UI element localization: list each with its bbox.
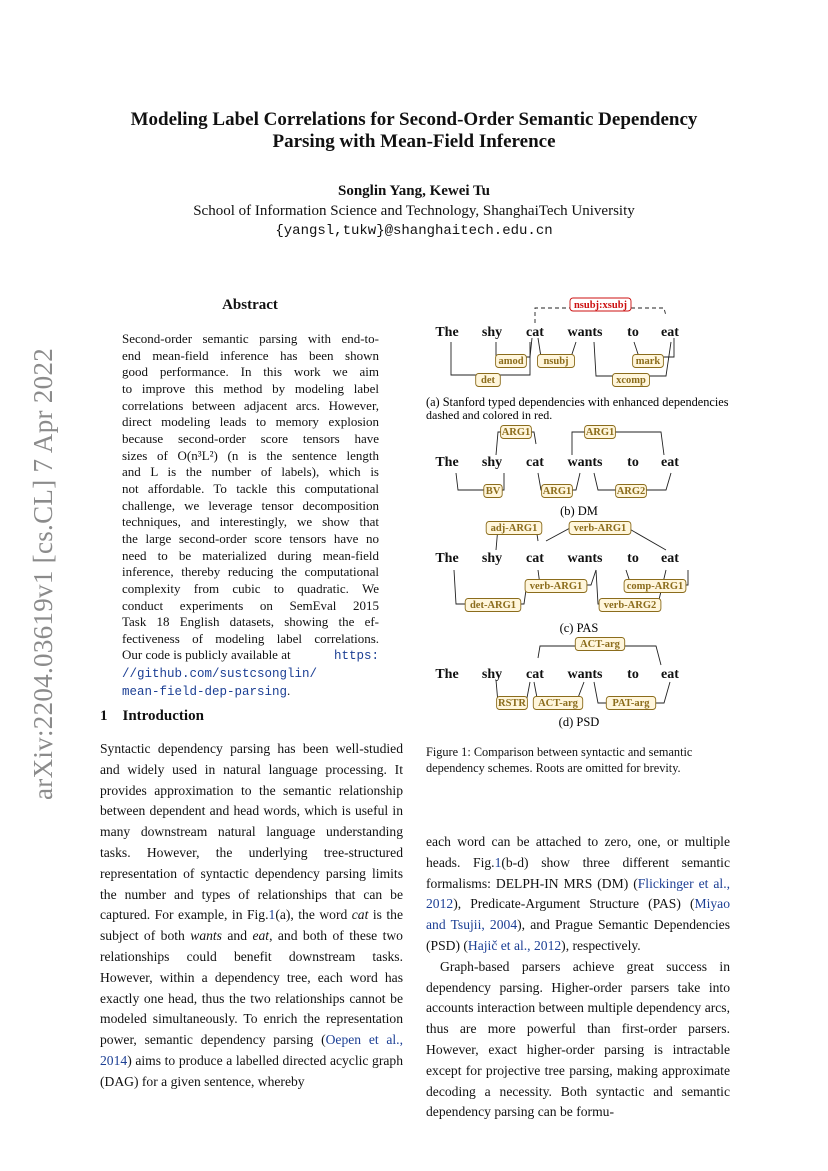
abstract-body [122, 331, 379, 700]
section-title: Introduction [122, 708, 204, 724]
abstract-line: inference, thereby reducing the computational [122, 564, 379, 580]
word-the: The [435, 667, 459, 682]
words-panel-c [435, 551, 679, 566]
word-cat: cat [526, 325, 544, 340]
code-link-part-3[interactable]: mean-field-dep-parsing [122, 684, 288, 699]
abstract-line: end mean-field inference has been shown [122, 347, 379, 363]
citation-hajic[interactable]: Hajič et al., 2012 [467, 937, 562, 953]
arxiv-identifier: arXiv:2204.03619v1 [cs.CL] 7 Apr 2022 [28, 347, 58, 800]
abstract-line: techniques, and interestingly, we show that [122, 514, 379, 530]
words-panel-d [435, 667, 679, 682]
word-wants: wants [567, 667, 603, 682]
word-shy: shy [481, 551, 503, 566]
label-nsubj-xsubj: nsubj:xsubj [573, 300, 628, 311]
word-to: to [627, 455, 639, 470]
abstract-line: sizes of O(n³L²) (n is the sentence length [122, 447, 379, 463]
label-verb-arg2: verb-ARG2 [603, 600, 657, 611]
emails: {yangsl,tukw}@shanghaitech.edu.cn [275, 223, 553, 239]
abstract-lines [122, 331, 379, 664]
citation-flickinger[interactable]: Flickinger et al., 2012 [426, 875, 730, 912]
label-act-arg: ACT-arg [580, 639, 620, 650]
word-cat: cat [526, 551, 544, 566]
word-cat: cat [526, 667, 544, 682]
label-verb-arg1: verb-ARG1 [529, 581, 583, 592]
abstract-line: not affordable. To tackle this computational [122, 480, 379, 496]
intro-heading [100, 708, 204, 725]
abstract-line: and L is the number of labels), which is [122, 464, 379, 480]
labels-panel-a [476, 355, 664, 387]
word-shy: shy [481, 455, 503, 470]
word-to: to [627, 667, 639, 682]
word-the: The [435, 551, 459, 566]
caption-a-line-2: dashed and colored in red. [426, 408, 553, 422]
word-to: to [627, 325, 639, 340]
word-eat: eat [661, 667, 679, 682]
label-verb-arg1: verb-ARG1 [573, 523, 627, 534]
paper-title-line-2: Parsing with Mean-Field Inference [272, 131, 556, 152]
abstract-line: Our code is publicly available at [122, 647, 291, 663]
word-the: The [435, 455, 459, 470]
abstract-line: conduct experiments on SemEval 2015 [122, 597, 379, 613]
abstract-line: fectiveness of modeling label correlations. [122, 630, 379, 646]
label-adj-arg1: adj-ARG1 [490, 523, 538, 534]
figure-caption-line-2: dependency schemes. Roots are omitted for brevity. [426, 761, 681, 775]
word-shy: shy [481, 325, 503, 340]
label-comp-arg1: comp-ARG1 [626, 581, 684, 592]
affiliation: School of Information Science and Technology, ShanghaiTech University [193, 203, 635, 219]
label-det: det [481, 375, 495, 386]
word-to: to [627, 551, 639, 566]
authors: Songlin Yang, Kewei Tu [338, 183, 490, 199]
caption-b: (b) DM [560, 504, 598, 518]
abstract-line: direct modeling leads to memory explosion [122, 414, 379, 430]
label-bv: BV [485, 486, 501, 497]
figure-1-caption [426, 744, 732, 776]
panel-c [435, 522, 688, 636]
word-wants: wants [567, 455, 603, 470]
abstract-line: challenge, we leverage tensor decomposition [122, 497, 379, 513]
word-wants: wants [567, 325, 603, 340]
panel-a [426, 298, 729, 422]
abstract-heading: Abstract [222, 297, 278, 313]
intro-paragraph-2: Graph-based parsers achieve great success in dependency parsing. Higher-order parsers take into accounts interaction between multiple dependency arcs, thus are more powerful than first-order parsers. However, exact higher-order parsing is intractable except for projective tree parsing, making approximate decoding a necessity. Both syntactic and semantic dependency parsing can be formu- [426, 958, 730, 1120]
word-the: The [435, 325, 459, 340]
code-link-part-1[interactable]: https: [333, 649, 379, 664]
word-eat: eat [661, 325, 679, 340]
abstract-line: complexity from cubic to quadratic. We [122, 580, 379, 596]
labels-panel-b [481, 426, 647, 498]
label-nsubj: nsubj [543, 356, 569, 367]
label-arg2: ARG2 [616, 486, 646, 497]
labels-panel-c [465, 522, 686, 612]
word-eat: eat [661, 455, 679, 470]
arc-dashed-left [535, 308, 570, 323]
label-det-arg1: det-ARG1 [469, 600, 517, 611]
word-cat: cat [526, 455, 544, 470]
abstract-line: good performance. In this work we aim [122, 364, 379, 380]
abstract-line: to improve this method by modeling label [122, 380, 379, 396]
citation-miyao[interactable]: Miyao and Tsujii, 2004 [426, 896, 730, 933]
citation-oepen[interactable]: Oepen et al., 2014 [100, 1032, 403, 1068]
label-rstr: RSTR [497, 698, 527, 709]
intro-paragraph-left: Syntactic dependency parsing has been well-studied and widely used in natural language processing. It provides approximation to the semantic relationship between dependent and head words, which is useful in many downstream natural language understanding tasks. However, the underlying tree-structured representation of syntactic dependency parsing limits the number and types of relationships that can be captured. For example, in Fig.1(a), the word cat is the subject of both wants and eat, and both of these two relationships could benefit downstream tasks. However, within a dependency tree, each word has exactly one head, thus the two relationships cannot be modeled simultaneously. To enrich the representation power, semantic dependency parsing (Oepen et al., 2014) aims to produce a labelled directed acyclic graph (DAG) for a given sentence, whereby [100, 741, 403, 1089]
figure-1-diagram [426, 290, 732, 735]
label-arg1: ARG1 [501, 427, 531, 438]
abstract-line: Second-order semantic parsing with end-to- [122, 331, 379, 346]
word-wants: wants [567, 551, 603, 566]
code-link-part-2[interactable]: //github.com/sustcsonglin/ [122, 667, 318, 682]
abstract-line: Task 18 English datasets, showing the ef- [122, 614, 379, 630]
abstract-line: the large second-order score tensors have no [122, 530, 379, 546]
label-amod: amod [498, 356, 524, 367]
panel-b [435, 426, 679, 519]
abstract-line: correlations between adjacent arcs. However, [122, 397, 379, 413]
label-mark: mark [635, 356, 661, 367]
section-number: 1 [100, 708, 108, 724]
intro-paragraph-right: each word can be attached to zero, one, or multiple heads. Fig.1(b-d) show three different semantic formalisms: DELPH-IN MRS (DM) (Flickinger et al., 2012), Predicate-Argument Structure (PAS) (Miyao and Tsujii, 2004), and Prague Semantic Dependencies (PSD) (Hajič et al., 2012), respectively. Graph-based parsers achieve great success in dependency parsing. Higher-order parsers take into accounts interaction between multiple dependency arcs, thus are more powerful than first-order parsers. However, exact higher-order parsing is intractable except for projective tree parsing, making approximate decoding a necessity. Both syntactic and semantic dependency parsing can be formu- [426, 832, 730, 1123]
figure-ref[interactable]: 1 [268, 907, 276, 923]
figure-caption-line-1: Figure 1: Comparison between syntactic and semantic [426, 745, 693, 759]
label-pat-arg: PAT-arg [612, 698, 650, 709]
abstract-line: need to be materialized during mean-field [122, 547, 379, 563]
caption-c: (c) PAS [559, 621, 599, 635]
word-eat: eat [661, 551, 679, 566]
caption-d: (d) PSD [558, 715, 600, 729]
label-act-arg: ACT-arg [538, 698, 578, 709]
paper-title-line-1: Modeling Label Correlations for Second-Order Semantic Dependency [130, 109, 698, 130]
arc-dashed-right [631, 308, 666, 316]
words-panel-b [435, 455, 679, 470]
label-arg1: ARG1 [585, 427, 615, 438]
figure-ref-2[interactable]: 1 [494, 854, 502, 870]
label-arg1: ARG1 [542, 486, 572, 497]
url-period: . [287, 682, 291, 698]
label-xcomp: xcomp [616, 375, 646, 386]
words-panel-a [435, 325, 679, 340]
abstract-line: because second-order score tensors have [122, 430, 379, 446]
word-shy: shy [481, 667, 503, 682]
caption-a-line-1: (a) Stanford typed dependencies with enhanced dependencies [426, 395, 729, 409]
panel-d [435, 638, 679, 730]
